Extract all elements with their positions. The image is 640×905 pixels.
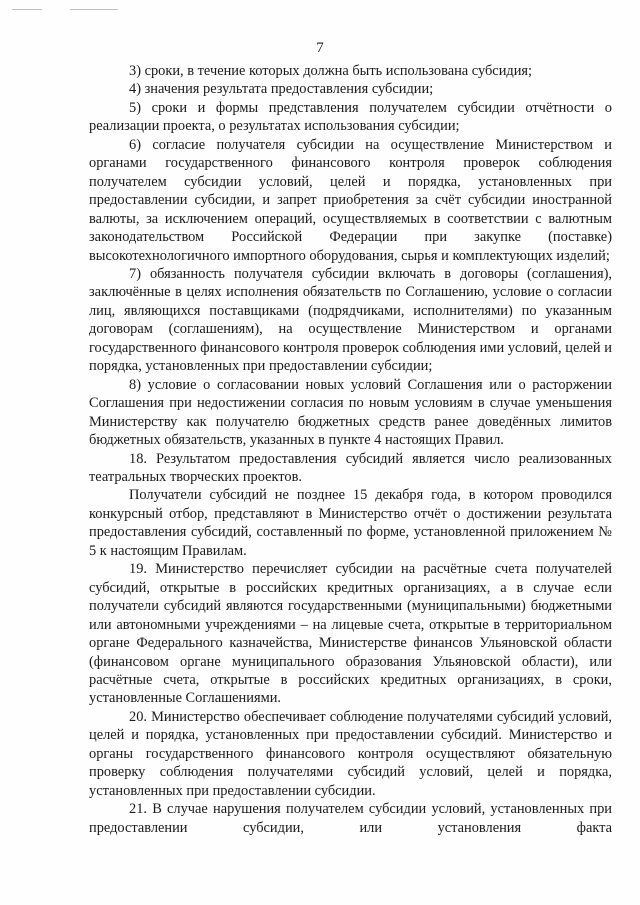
- scan-artifact: [12, 9, 42, 10]
- paragraph-item-5: 5) сроки и формы представления получателем субсидии отчётности о реализации проекта, о результатах использования субсидии;: [89, 99, 612, 135]
- paragraph-item-7: 7) обязанность получателя субсидии включать в договоры (соглашения), заключённые в целях исполнения обязательств по Соглашению, условие о согласии лиц, являющихся поставщиками (подрядчиками, исполнителями) по указанным договорам (соглашениям), на осуществление Министерством и органами государственного финансового контроля проверок соблюдения ими условий, целей и порядка, установленных при предоставлении субсидии;: [89, 265, 612, 375]
- paragraph-item-8: 8) условие о согласовании новых условий Соглашения или о расторжении Соглашения при недостижении согласия по новым условиям в случае уменьшения Министерству как получателю бюджетных средств ранее доведённых лимитов бюджетных обязательств, указанных в пункте 4 настоящих Правил.: [89, 376, 612, 449]
- paragraph-clause-20: 20. Министерство обеспечивает соблюдение получателями субсидий условий, целей и порядка, установленных при предоставлении субсидий. Министерство и органы государственного финансового контроля осуществляют обязательную проверку соблюдения получателями субсидий условий, целей и порядка, установленных при предоставлении субсидии.: [89, 708, 612, 799]
- paragraph-clause-19: 19. Министерство перечисляет субсидии на расчётные счета получателей субсидий, открытые в российских кредитных организациях, а в случае если получатели субсидий являются государственными (муниципальными) бюджетными или автономными учреждениями – на лицевые счета, открытые в территориальном органе Федерального казначейства, Министерстве финансов Ульяновской области (финансовом органе муниципального образования Ульяновской области), или расчётные счета, открытые в российских кредитных организациях, в сроки, установленные Соглашениями.: [89, 561, 612, 707]
- paragraph-item-4: 4) значения результата предоставления субсидии;: [129, 81, 434, 98]
- paragraph-item-6: 6) согласие получателя субсидии на осуществление Министерством и органами государственного финансового контроля проверок соблюдения получателем субсидии условий, целей и порядка, установленных при предоставлении субсидии, и запрет приобретения за счёт субсидии иностранной валюты, за исключением операций, осуществляемых в соответствии с валютным законодательством Российской Федерации при закупке (поставке) высокотехнологичного импортного оборудования, сырья и комплектующих изделий;: [89, 136, 612, 264]
- document-body: [89, 62, 612, 837]
- paragraph-item-3: 3) сроки, в течение которых должна быть использована субсидия;: [129, 63, 533, 79]
- paragraph-clause-21: 21. В случае нарушения получателем субсидии условий, установленных при предоставлении субсидии, или установления факта: [89, 801, 612, 836]
- page-number: 7: [316, 40, 324, 56]
- paragraph-clause-18: 18. Результатом предоставления субсидий является число реализованных театральных творческих проектов.: [89, 450, 612, 485]
- paragraph-report-deadline: Получатели субсидий не позднее 15 декабря года, в котором проводился конкурсный отбор, представляют в Министерство отчёт о достижении результата предоставления субсидий, составленный по форме, установленной приложением № 5 к настоящим Правилам.: [89, 487, 612, 559]
- scan-artifact: [70, 9, 118, 10]
